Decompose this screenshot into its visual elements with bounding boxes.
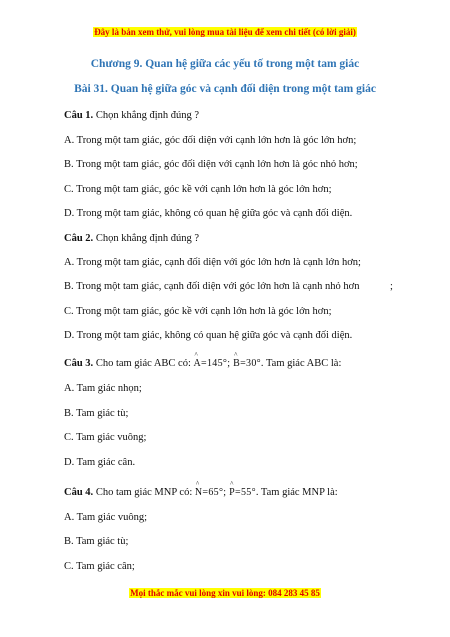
trailing-semicolon: ; [390, 281, 393, 292]
separator: ; [223, 487, 227, 498]
option-2a: A. Trong một tam giác, cạnh đối diện với góc lớn hơn là cạnh lớn hơn; [64, 257, 361, 268]
angle-n-letter: ^ N [195, 487, 203, 498]
question-prompt: Chọn khẳng định đúng ? [95, 110, 200, 121]
option-1c: C. Trong một tam giác, góc kề với cạnh lớn hơn là góc lớn hơn; [64, 184, 332, 195]
angle-n-value: =65° [202, 487, 224, 498]
header-banner-text: Đây là bản xem thử, vui lòng mua tài liệu để xem chi tiết (có lời giải) [94, 27, 356, 37]
question-prompt-end: . Tam giác MNP là: [255, 487, 338, 498]
question-prompt: Chọn khẳng định đúng ? [95, 233, 200, 244]
angle-a-letter: ^ A [194, 358, 202, 369]
option-4a: A. Tam giác vuông; [64, 512, 148, 523]
option-3a: A. Tam giác nhọn; [64, 383, 142, 394]
question-4 [64, 487, 338, 498]
question-number: Câu 2. [64, 233, 94, 244]
angle-b-letter: ^ B [233, 358, 240, 369]
question-3 [64, 358, 341, 369]
option-1a: A. Trong một tam giác, góc đối diện với cạnh lớn hơn là góc lớn hơn; [64, 135, 357, 146]
option-1d: D. Trong một tam giác, không có quan hệ giữa góc và cạnh đối diện. [64, 208, 353, 219]
angle-a-value: =145° [201, 358, 228, 369]
angle-condition [195, 487, 256, 498]
lesson-title: Bài 31. Quan hệ giữa góc và cạnh đối diện trong một tam giác [74, 83, 376, 95]
option-3b: B. Tam giác tù; [64, 408, 129, 419]
question-2 [64, 233, 199, 244]
angle-b-value: =30° [240, 358, 261, 369]
footer-banner-text: Mọi thắc mắc vui lòng xin vui lòng: 084 283 45 85 [130, 588, 320, 598]
angle-p-letter: ^ P [229, 487, 235, 498]
chapter-title: Chương 9. Quan hệ giữa các yếu tố trong một tam giác [90, 58, 360, 70]
question-number: Câu 1. [64, 110, 94, 121]
question-prompt: Cho tam giác MNP có: [95, 487, 193, 498]
question-prompt: Cho tam giác ABC có: [95, 358, 191, 369]
footer-banner [0, 588, 450, 598]
header-banner [0, 27, 450, 37]
option-2c: C. Trong một tam giác, góc kề với cạnh lớn hơn là góc lớn hơn; [64, 306, 332, 317]
question-number: Câu 3. [64, 358, 94, 369]
option-4b: B. Tam giác tù; [64, 536, 129, 547]
option-2b: B. Trong một tam giác, cạnh đối diện với góc lớn hơn là cạnh nhỏ hơn [64, 281, 360, 292]
option-3d: D. Tam giác cân. [64, 457, 136, 468]
option-1b: B. Trong một tam giác, góc đối diện với cạnh lớn hơn là góc nhỏ hơn; [64, 159, 358, 170]
separator: ; [227, 358, 231, 369]
option-3c: C. Tam giác vuông; [64, 432, 147, 443]
question-1 [64, 110, 199, 121]
question-prompt-end: . Tam giác ABC là: [260, 358, 342, 369]
option-4c: C. Tam giác cân; [64, 561, 135, 572]
angle-p-value: =55° [235, 487, 256, 498]
angle-condition [194, 358, 261, 369]
option-2d: D. Trong một tam giác, không có quan hệ giữa góc và cạnh đối diện. [64, 330, 353, 341]
question-number: Câu 4. [64, 487, 94, 498]
